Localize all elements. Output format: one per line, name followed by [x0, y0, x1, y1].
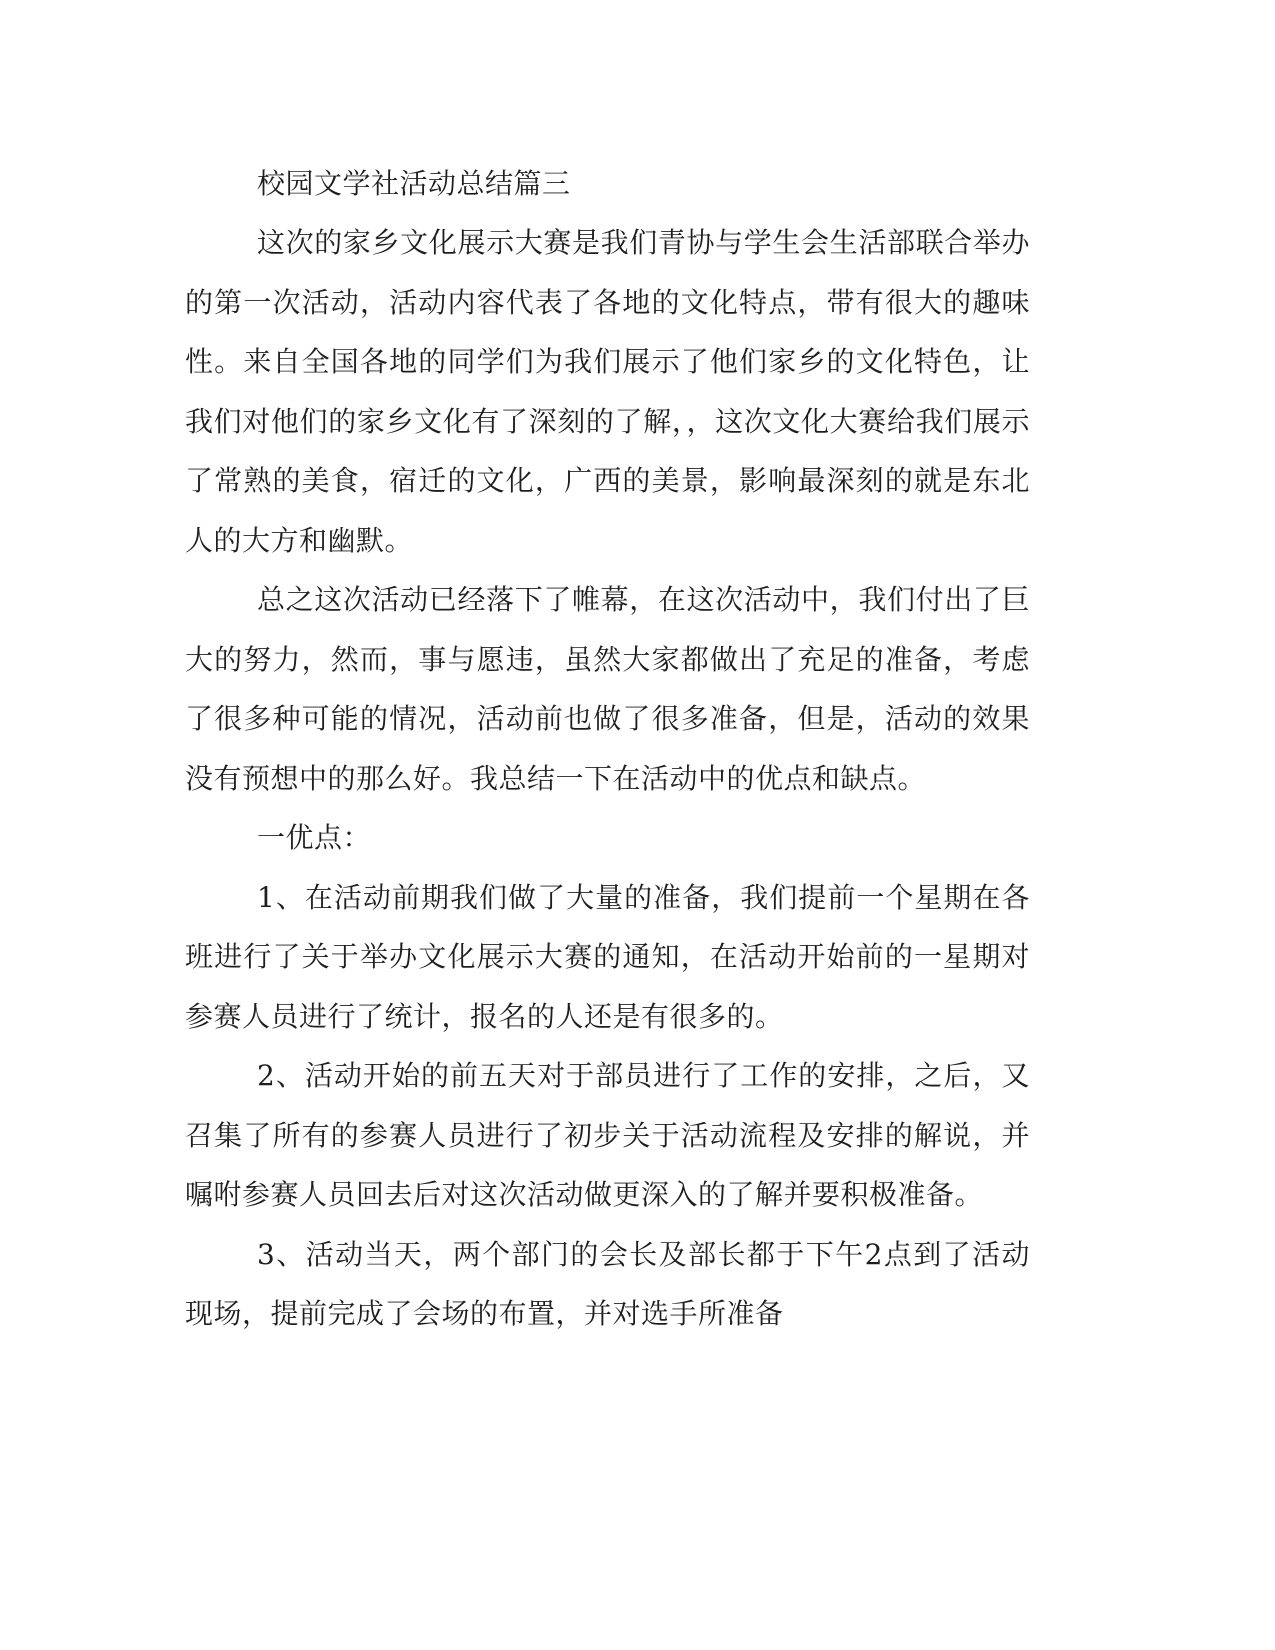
list-item-1: 1、在活动前期我们做了大量的准备，我们提前一个星期在各班进行了关于举办文化展示大赛的通知，在活动开始前的一星期对参赛人员进行了统计，报名的人还是有很多的。 [185, 880, 1030, 1033]
list-item-3: 3、活动当天，两个部门的会长及部长都于下午2点到了活动现场，提前完成了会场的布置，并对选手所准备 [185, 1237, 1030, 1330]
document-title: 校园文学社活动总结篇三 [257, 167, 571, 200]
section-heading-advantages: 一优点： [257, 821, 372, 854]
paragraph-summary: 总之这次活动已经落下了帷幕，在这次活动中，我们付出了巨大的努力，然而，事与愿违，虽然大家都做出了充足的准备，考虑了很多种可能的情况，活动前也做了很多准备，但是，活动的效果没有预想中的那么好。我总结一下在活动中的优点和缺点。 [185, 583, 1030, 795]
document-body [185, 155, 1030, 1344]
list-item-2: 2、活动开始的前五天对于部员进行了工作的安排，之后，又召集了所有的参赛人员进行了初步关于活动流程及安排的解说，并嘱咐参赛人员回去后对这次活动做更深入的了解并要积极准备。 [185, 1059, 1030, 1211]
paragraph-intro: 这次的家乡文化展示大赛是我们青协与学生会生活部联合举办的第一次活动，活动内容代表了各地的文化特点，带有很大的趣味性。来自全国各地的同学们为我们展示了他们家乡的文化特色，让我们对他们的家乡文化有了深刻的了解，，这次文化大赛给我们展示了常熟的美食，宿迁的文化，广西的美景，影响最深刻的就是东北人的大方和幽默。 [185, 226, 1030, 557]
